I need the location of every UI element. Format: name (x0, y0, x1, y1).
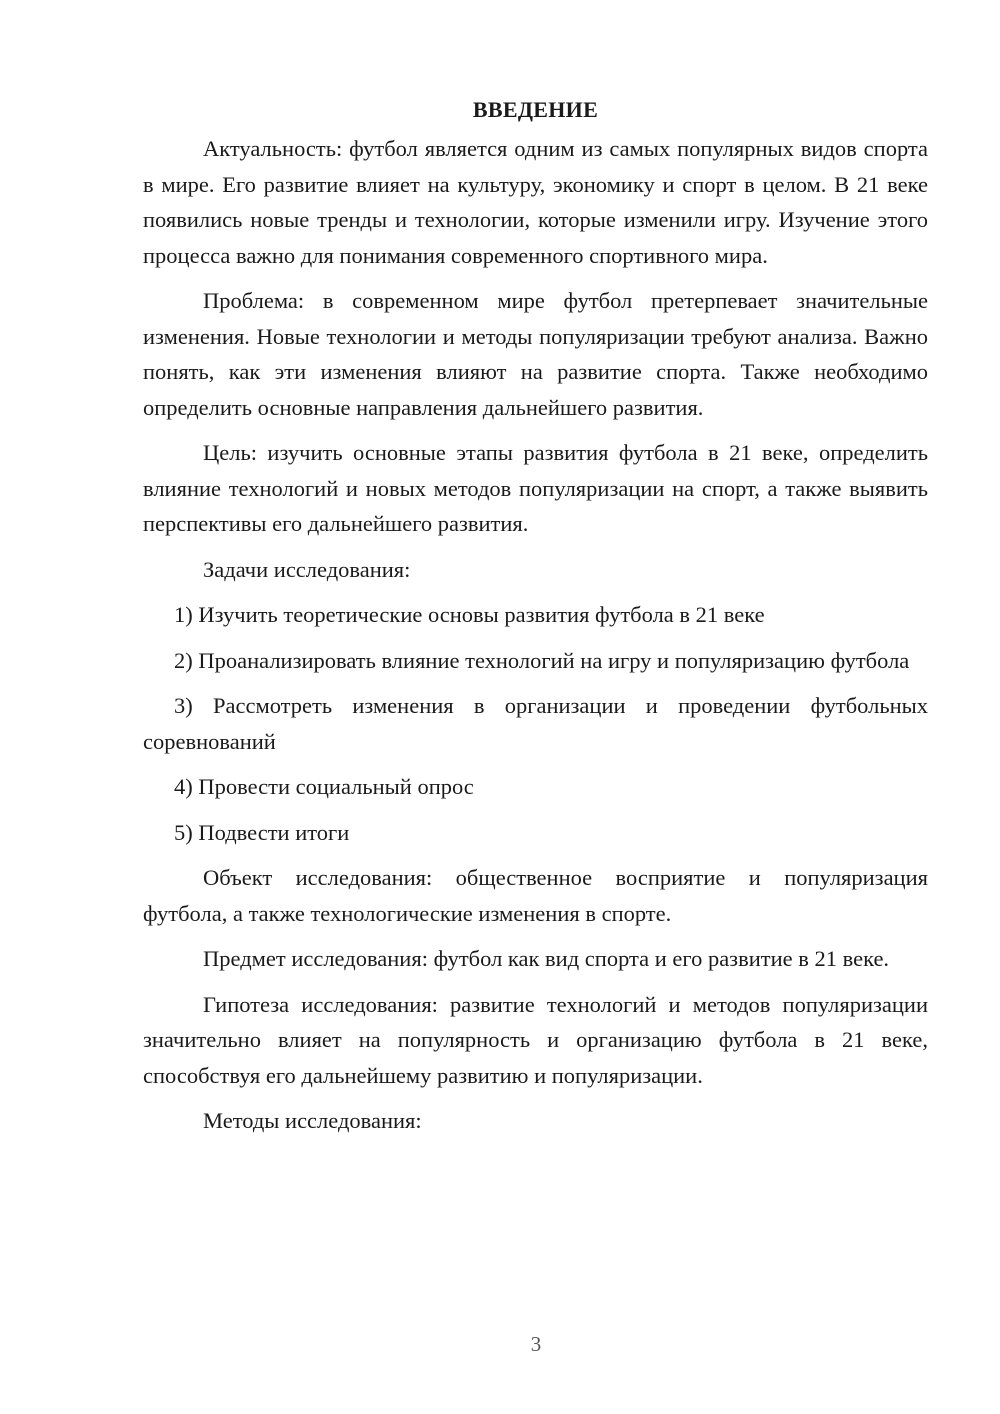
list-item: 5) Подвести итоги (174, 819, 350, 845)
document-page (143, 92, 928, 1149)
list-item: 4) Провести социальный опрос (174, 774, 474, 799)
paragraph-relevance: Актуальность: футбол является одним из самых популярных видов спорта в мире. Его развитие влияет на культуру, экономику и спорт в целом. В 21 веке появились новые тренды и технологии, которые изменили игру. Изучение этого процесса важно для понимания современного спортивного мира. (143, 136, 928, 268)
paragraph-problem: Проблема: в современном мире футбол претерпевает значительные изменения. Новые технологии и методы популяризации требуют анализа. Важно понять, как эти изменения влияют на развитие спорта. Также необходимо определить основные направления дальнейшего развития. (143, 288, 928, 420)
list-item: 3) Рассмотреть изменения в организации и проведении футбольных соревнований (143, 693, 928, 754)
page-heading: ВВЕДЕНИЕ (472, 97, 599, 122)
list-item: 1) Изучить теоретические основы развития футбола в 21 веке (174, 602, 765, 627)
page-number: 3 (530, 1332, 542, 1356)
paragraph-object: Объект исследования: общественное восприятие и популяризация футбола, а также технологические изменения в спорте. (143, 865, 928, 926)
paragraph-hypothesis: Гипотеза исследования: развитие технологий и методов популяризации значительно влияет на популярность и организацию футбола в 21 веке, способствуя его дальнейшему развитию и популяризации. (143, 991, 928, 1088)
paragraph-methods-title: Методы исследования: (203, 1108, 422, 1133)
paragraph-subject: Предмет исследования: футбол как вид спорта и его развитие в 21 веке. (203, 946, 890, 971)
tasks-list (143, 597, 928, 850)
list-item: 2) Проанализировать влияние технологий на игру и популяризацию футбола (174, 647, 910, 673)
paragraph-tasks-title: Задачи исследования: (203, 556, 411, 582)
paragraph-goal: Цель: изучить основные этапы развития футбола в 21 веке, определить влияние технологий и новых методов популяризации на спорт, а также выявить перспективы его дальнейшего развития. (143, 440, 928, 536)
